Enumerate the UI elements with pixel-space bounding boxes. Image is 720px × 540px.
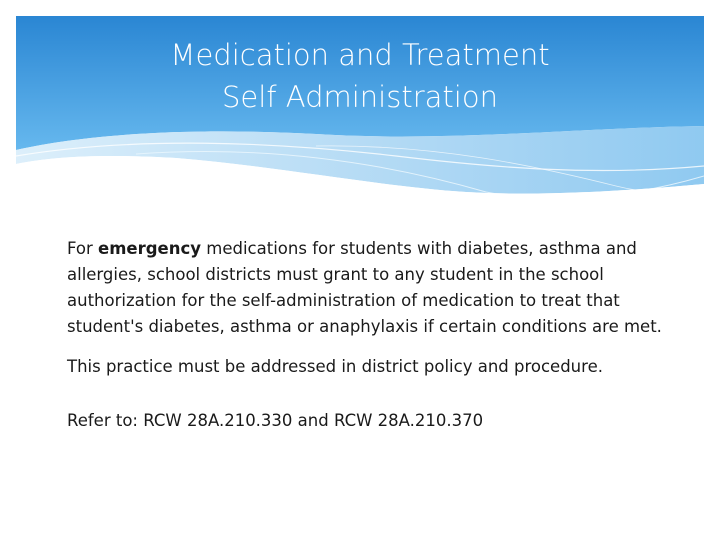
paragraph-lead-text: For	[67, 239, 99, 258]
emphasis-emergency: emergency	[98, 239, 202, 258]
paragraph-rcw-reference: Refer to: RCW 28A.210.330 and RCW 28A.210.370	[67, 411, 484, 430]
slide-title	[16, 34, 704, 118]
slide-title-line-2: Self Administration	[222, 80, 498, 114]
slide-body	[67, 236, 677, 434]
title-banner	[16, 16, 704, 216]
paragraph-district-policy: This practice must be addressed in district policy and procedure.	[67, 357, 603, 376]
paragraph-emergency-medications	[67, 236, 677, 340]
paragraph-body-text: medications for students with diabetes, asthma and allergies, school districts must grant to any student in the school authorization for the self-administration of medication to treat that student's diabetes, asthma or anaphylaxis if certain conditions are met.	[67, 239, 662, 336]
slide-title-line-1: Medication and Treatment	[170, 38, 550, 72]
